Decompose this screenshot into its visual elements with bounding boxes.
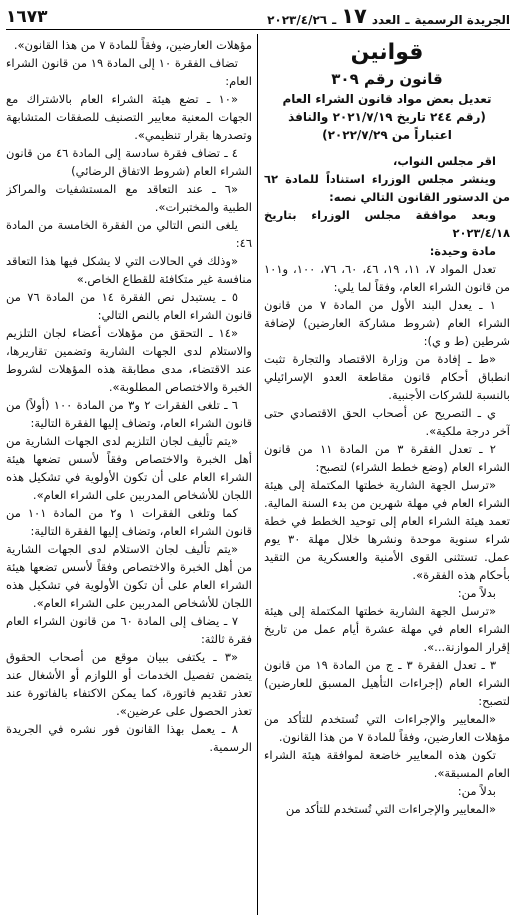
quoted-paragraph: «ترسل الجهة الشارية خطتها المكتملة إلى هيئة الشراء العام في مهلة عشرة أيام عمل من تاريخ إقرار الموازنة...». xyxy=(264,604,510,654)
quoted-paragraph: ي ـ التصريح عن أصحاب الحق الاقتصادي حتى آخر درجة ملكية». xyxy=(264,406,510,438)
article-heading: مادة وحيدة: xyxy=(429,244,496,258)
page-number: ١٦٧٣ xyxy=(6,7,48,27)
quoted-paragraph: «ترسل الجهة الشارية خطتها المكتملة إلى هيئة الشراء العام في مهلة شهرين من بدء السنة المالية. تعمد هيئة الشراء العام إلى توحيد الخطط في خطة شراء سنوية موحدة ونشرها خلال مهلة ٣٠ يوم عمل. تستثنى القوى الأمنية والعسكرية من التقيد بأحكام هذه الفقرة». xyxy=(264,478,510,582)
gazette-masthead xyxy=(267,6,510,27)
body-paragraph: ٨ ـ يعمل بهذا القانون فور نشره في الجريدة الرسمية. xyxy=(6,722,252,754)
body-paragraph: تضاف الفقرة ١٠ إلى المادة ١٩ من قانون الشراء العام: xyxy=(6,56,252,88)
body-paragraph: كما وتلغى الفقرات ١ و٢ من المادة ١٠١ من قانون الشراء العام، وتضاف إليها الفقرة التالية: xyxy=(6,506,252,538)
page-header xyxy=(6,2,510,30)
body-paragraph: ٥ ـ يستبدل نص الفقرة ١٤ من المادة ٧٦ من قانون الشراء العام بالنص التالي: xyxy=(6,290,252,322)
header-separator: ـ xyxy=(405,13,410,27)
header-separator: ـ xyxy=(332,13,337,27)
gazette-name: الجريدة الرسمية xyxy=(414,13,510,27)
issue-label: العدد xyxy=(371,13,401,27)
body-paragraph: تعدل المواد ٧، ١١، ١٩، ٤٦، ٦٠، ٧٦، ١٠٠، و١٠١ من قانون الشراء العام، وفقاً لما يلي: xyxy=(264,262,510,294)
quoted-paragraph: «١٤ ـ التحقق من مؤهلات أعضاء لجان التلزيم والاستلام لدى الجهات الشارية وتضمين تقاريرها، عند الاقتضاء، مدى مطابقة هذه المؤهلات لشروط الخبرة والاختصاص المطلوبة». xyxy=(6,326,252,394)
body-paragraph: ٣ ـ تعدل الفقرة ٣ ـ ج من المادة ١٩ من قانون الشراء العام (إجراءات التأهيل المسبق للعارضين) لتصبح: xyxy=(264,658,510,708)
quoted-paragraph: «٦ ـ عند التعاقد مع المستشفيات والمراكز الطبية والمختبرات». xyxy=(6,182,252,214)
body-paragraph: ٢ ـ تعدل الفقرة ٣ من المادة ١١ من قانون الشراء العام (وضع خطط الشراء) لتصبح: xyxy=(264,442,510,474)
quoted-paragraph: «المعايير والإجراءات التي تُستخدم للتأكد من مؤهلات العارضين، وفقاً للمادة ٧ من هذا القانون. xyxy=(264,712,510,744)
quoted-paragraph: «٣ ـ يكتفى ببيان موقع من أصحاب الحقوق يتضمن تفصيل الخدمات أو اللوازم أو الأشغال عند تعذر تقديم فاتورة، كما يمكن الاكتفاء بالفاتورة عند تعذر الحصول على عرضين». xyxy=(6,650,252,718)
quoted-paragraph: «يتم تأليف لجان التلزيم لدى الجهات الشارية من أهل الخبرة والاختصاص وفقاً لأسس تضعها هيئة الشراء العام على أن تكون الأولوية في تشكيل هذه اللجان للأشخاص المدربين على الشراء العام». xyxy=(6,434,252,502)
preamble-line: وبعد موافقة مجلس الوزراء بتاريخ ٢٠٢٣/٤/١٨ xyxy=(264,208,510,240)
right-column xyxy=(264,36,510,917)
quoted-paragraph: «يتم تأليف لجان الاستلام لدى الجهات الشارية من أهل الخبرة والاختصاص وفقاً لأسس تضعها هيئة الشراء العام على أن تكون الأولوية في تشكيل هذه اللجان للأشخاص المدربين على الشراء العام». xyxy=(6,542,252,610)
preamble-line: اقر مجلس النواب، xyxy=(392,154,496,168)
issue-number: ١٧ xyxy=(341,4,367,28)
quoted-paragraph: تكون هذه المعايير خاضعة لموافقة هيئة الشراء العام المسبقة». xyxy=(264,748,510,780)
body-paragraph: ١ ـ يعدل البند الأول من المادة ٧ من قانون الشراء العام (شروط مشاركة العارضين) لإضافة شرطين (ط و ي): xyxy=(264,298,510,348)
body-paragraph: ٧ ـ يضاف إلى المادة ٦٠ من قانون الشراء العام فقرة ثالثة: xyxy=(6,614,252,646)
quoted-paragraph: «١٠ ـ تضع هيئة الشراء العام بالاشتراك مع الجهات المعنية معايير التصنيف للصفقات المتشابهة وتصدرها بقرار تنظيمي». xyxy=(6,92,252,142)
instead-of-label: بدلاً من: xyxy=(457,784,496,798)
column-divider xyxy=(257,34,258,915)
quoted-paragraph: «المعايير والإجراءات التي تُستخدم للتأكد من xyxy=(285,802,496,816)
left-column xyxy=(6,36,252,917)
law-number: قانون رقم ٣٠٩ xyxy=(331,70,443,88)
instead-of-label: بدلاً من: xyxy=(457,586,496,600)
body-paragraph: يلغى النص التالي من الفقرة الخامسة من المادة ٤٦: xyxy=(6,218,252,250)
continued-paragraph: مؤهلات العارضين، وفقاً للمادة ٧ من هذا القانون». xyxy=(13,38,252,52)
body-paragraph: ٤ ـ تضاف فقرة سادسة إلى المادة ٤٦ من قانون الشراء العام (شروط الاتفاق الرضائي) xyxy=(6,146,252,178)
issue-date: ٢٠٢٣/٤/٢٦ xyxy=(267,13,328,27)
law-subject: تعديل بعض مواد قانون الشراء العام (رقم ٢٤٤ تاريخ ٢٠٢١/٧/١٩ والنافذ اعتباراً من ٢٠٢٢/٧/٢٩) xyxy=(282,92,492,142)
quoted-paragraph: «ط ـ إفادة من وزارة الاقتصاد والتجارة تثبت انطباق أحكام قانون مقاطعة العدو الإسرائيلي بالنسبة للشركات الأجنبية. xyxy=(264,352,510,402)
quoted-paragraph: «وذلك في الحالات التي لا يشكل فيها هذا التعاقد منافسة غير متكافئة للقطاع الخاص.» xyxy=(6,254,252,286)
section-title: قوانين xyxy=(350,40,424,65)
preamble-line: وينشر مجلس الوزراء استناداً للمادة ٦٢ من الدستور القانون التالي نصه: xyxy=(264,172,510,204)
body-paragraph: ٦ ـ تلغى الفقرات ٢ و٣ من المادة ١٠٠ (أولاً) من قانون الشراء العام، وتضاف إليها الفقرة التالية: xyxy=(6,398,252,430)
